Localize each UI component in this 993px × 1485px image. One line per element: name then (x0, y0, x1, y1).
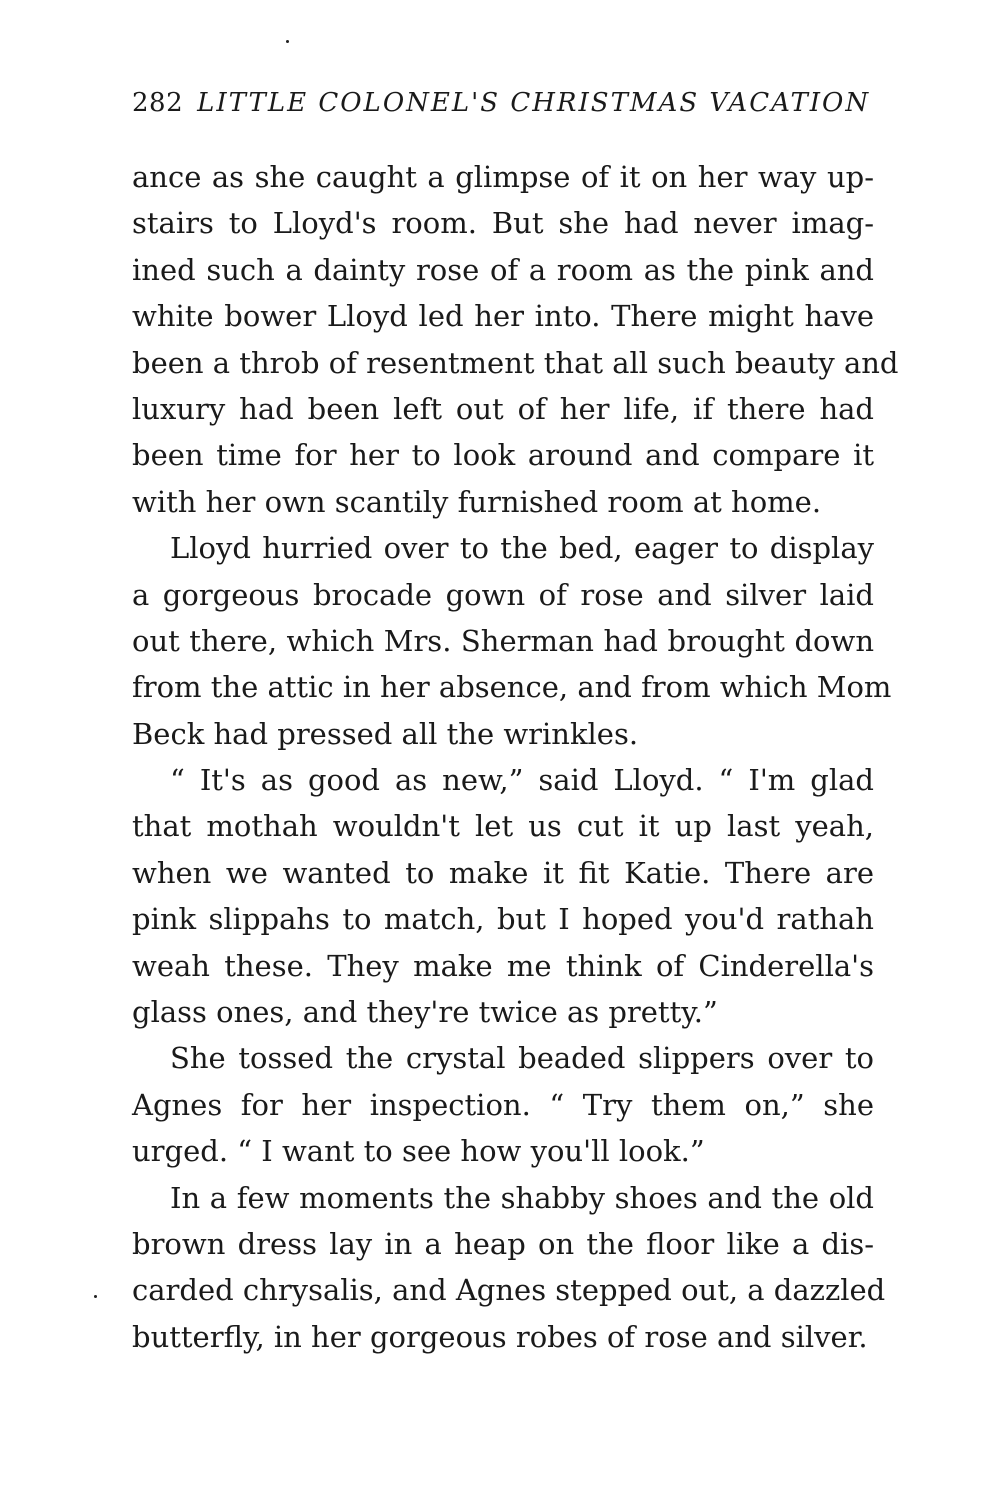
paragraph (132, 1035, 874, 1174)
print-speck (94, 1295, 97, 1298)
text-line: She tossed the crystal beaded slippers over to (170, 1041, 874, 1076)
page-number: 282 (132, 88, 184, 118)
text-line: pink slippahs to match, but I hoped you'd rathah (132, 902, 874, 937)
text-line: when we wanted to make it fit Katie. There are (132, 855, 874, 890)
text-line: carded chrysalis, and Agnes stepped out, a dazzled (132, 1273, 886, 1308)
text-line: from the attic in her absence, and from which Mom (132, 670, 892, 705)
text-line: luxury had been left out of her life, if there had (132, 391, 874, 426)
paragraph (132, 1175, 886, 1361)
text-line: glass ones, and they're twice as pretty.” (132, 995, 718, 1030)
text-line: weah these. They make me think of Cinderella's (132, 948, 874, 983)
running-title: LITTLE COLONEL'S CHRISTMAS VACATION (197, 88, 871, 118)
text-line: been time for her to look around and compare it (132, 438, 874, 473)
text-line: out there, which Mrs. Sherman had brought down (132, 623, 874, 658)
text-line: ined such a dainty rose of a room as the pink and (132, 252, 874, 287)
text-line: Lloyd hurried over to the bed, eager to display (170, 531, 874, 566)
text-line: ance as she caught a glimpse of it on her way up- (132, 160, 874, 194)
paragraph (132, 757, 874, 1035)
text-line: that mothah wouldn't let us cut it up last yeah, (132, 809, 874, 844)
body-text (132, 154, 899, 1360)
print-speck (286, 40, 289, 43)
text-line: Agnes for her inspection. “ Try them on,” she (132, 1087, 874, 1122)
running-head (132, 86, 877, 120)
text-line: with her own scantily furnished room at home. (132, 484, 822, 519)
text-line: Beck had pressed all the wrinkles. (132, 716, 639, 751)
paragraph (132, 154, 899, 525)
text-line: In a few moments the shabby shoes and the old (170, 1180, 874, 1215)
text-line: a gorgeous brocade gown of rose and silver laid (132, 577, 874, 612)
text-line: been a throb of resentment that all such beauty and (132, 345, 899, 380)
text-line: white bower Lloyd led her into. There might have (132, 299, 874, 334)
paragraph (132, 525, 892, 757)
text-line: stairs to Lloyd's room. But she had never imag- (132, 206, 874, 241)
text-line: brown dress lay in a heap on the floor like a dis- (132, 1226, 874, 1261)
text-line: butterfly, in her gorgeous robes of rose and silver. (132, 1319, 868, 1354)
text-line: “ It's as good as new,” said Lloyd. “ I'm glad (170, 763, 874, 798)
text-line: urged. “ I want to see how you'll look.” (132, 1134, 705, 1169)
